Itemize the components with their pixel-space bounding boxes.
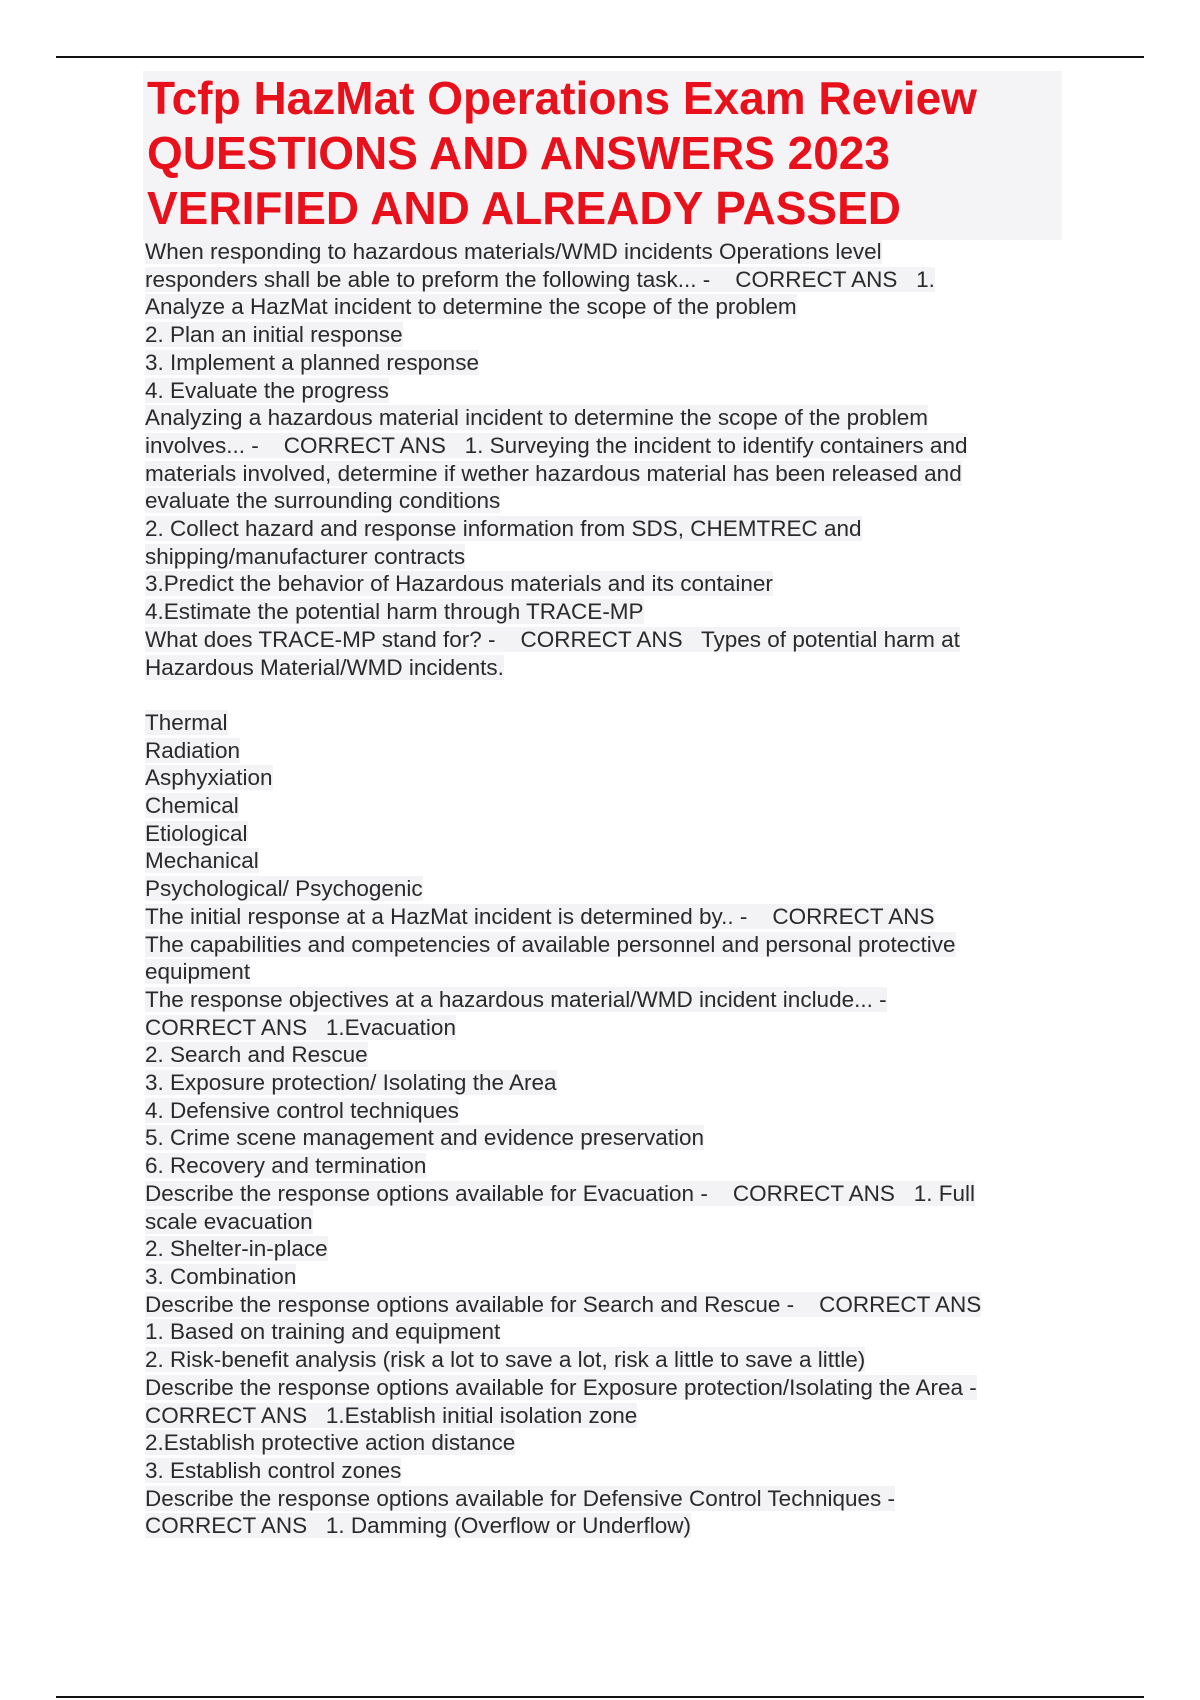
- body-line-text: 5. Crime scene management and evidence preservation: [145, 1125, 705, 1151]
- body-line: [145, 1346, 1065, 1374]
- body-line-text: 3. Implement a planned response: [145, 349, 479, 375]
- body-line-text: 2. Search and Rescue: [145, 1042, 368, 1068]
- document-body: [145, 238, 1065, 1540]
- body-line: [145, 321, 1065, 349]
- body-line: [145, 266, 1065, 294]
- body-line: [145, 1485, 1065, 1513]
- body-line: [145, 1402, 1065, 1430]
- body-line: [145, 432, 1065, 460]
- body-line: [145, 570, 1065, 598]
- body-line-text: 1. Based on training and equipment: [145, 1319, 501, 1345]
- body-line: [145, 1014, 1065, 1042]
- body-line: [145, 986, 1065, 1014]
- body-line: [145, 875, 1065, 903]
- body-line: [145, 460, 1065, 488]
- body-line-text: 2. Shelter-in-place: [145, 1236, 328, 1262]
- body-line-text: 3. Establish control zones: [145, 1457, 402, 1483]
- body-line-text: Etiological: [145, 820, 248, 846]
- body-line: [145, 1097, 1065, 1125]
- body-line: [145, 931, 1065, 959]
- body-line: [145, 1235, 1065, 1263]
- body-line-text: The capabilities and competencies of available personnel and personal protective: [145, 931, 956, 957]
- body-line-text: 4. Defensive control techniques: [145, 1097, 459, 1123]
- body-line: [145, 626, 1065, 654]
- body-line-text: CORRECT ANS 1. Damming (Overflow or Underflow): [145, 1513, 691, 1539]
- top-rule: [56, 56, 1144, 58]
- body-line: [145, 1069, 1065, 1097]
- body-line: [145, 238, 1065, 266]
- body-line: [145, 1208, 1065, 1236]
- body-line-text: shipping/manufacturer contracts: [145, 543, 466, 569]
- body-line-text: Chemical: [145, 793, 239, 819]
- body-line-text: equipment: [145, 959, 251, 985]
- body-line: [145, 1374, 1065, 1402]
- body-line-text: Describe the response options available for Search and Rescue - CORRECT ANS: [145, 1291, 982, 1317]
- body-line: [145, 543, 1065, 571]
- body-line: [145, 404, 1065, 432]
- body-line-text: 6. Recovery and termination: [145, 1153, 427, 1179]
- body-line-text: Analyzing a hazardous material incident to determine the scope of the problem: [145, 405, 928, 431]
- bottom-rule: [56, 1696, 1144, 1698]
- body-line: [145, 654, 1065, 682]
- body-line: [145, 1291, 1065, 1319]
- body-line: [145, 820, 1065, 848]
- body-line-text: 2.Establish protective action distance: [145, 1430, 516, 1456]
- body-line-text: Hazardous Material/WMD incidents.: [145, 654, 504, 680]
- body-line: [145, 958, 1065, 986]
- body-line: [145, 764, 1065, 792]
- body-line-text: The response objectives at a hazardous material/WMD incident include... -: [145, 986, 887, 1012]
- body-line-text: evaluate the surrounding conditions: [145, 488, 501, 514]
- body-line: [145, 349, 1065, 377]
- body-line-text: 3. Combination: [145, 1264, 297, 1289]
- body-line: [145, 792, 1065, 820]
- title-line-3: VERIFIED AND ALREADY PASSED: [147, 182, 901, 234]
- body-line-text: 2. Risk-benefit analysis (risk a lot to save a lot, risk a little to save a little): [145, 1347, 866, 1373]
- body-line-text: What does TRACE-MP stand for? - CORRECT ANS Types of potential harm at: [145, 626, 960, 652]
- body-line: [145, 1429, 1065, 1457]
- body-line-text: 2. Plan an initial response: [145, 322, 403, 348]
- body-line-text: CORRECT ANS 1.Evacuation: [145, 1014, 456, 1040]
- body-line: [145, 681, 1065, 709]
- body-line: [145, 377, 1065, 405]
- body-line-text: Thermal: [145, 709, 228, 735]
- body-line-text: 4. Evaluate the progress: [145, 377, 389, 403]
- body-line-text: 2. Collect hazard and response information from SDS, CHEMTREC and: [145, 516, 862, 542]
- body-line-text: Describe the response options available for Exposure protection/Isolating the Area -: [145, 1374, 977, 1400]
- body-line-text: CORRECT ANS 1.Establish initial isolation zone: [145, 1402, 638, 1428]
- body-line: [145, 1180, 1065, 1208]
- body-line: [145, 1318, 1065, 1346]
- body-line-text: materials involved, determine if wether hazardous material has been released and: [145, 460, 962, 486]
- body-line: [145, 1263, 1065, 1291]
- body-line-text: 3. Exposure protection/ Isolating the Area: [145, 1070, 557, 1096]
- body-line-text: Describe the response options available for Defensive Control Techniques -: [145, 1485, 896, 1511]
- body-line: [145, 515, 1065, 543]
- body-line: [145, 1512, 1065, 1540]
- body-line: [145, 737, 1065, 765]
- body-line: [145, 1457, 1065, 1485]
- body-line-text: 4.Estimate the potential harm through TRACE-MP: [145, 599, 644, 625]
- body-line-text: The initial response at a HazMat incident is determined by.. - CORRECT ANS: [145, 903, 935, 929]
- body-line-text: scale evacuation: [145, 1208, 313, 1234]
- body-line-text: Describe the response options available for Evacuation - CORRECT ANS 1. Full: [145, 1180, 975, 1206]
- body-line-text: When responding to hazardous materials/WMD incidents Operations level: [145, 239, 882, 264]
- document-title: [143, 71, 1062, 240]
- body-line-text: Mechanical: [145, 848, 259, 874]
- body-line: [145, 1041, 1065, 1069]
- body-line: [145, 1152, 1065, 1180]
- body-line-text: involves... - CORRECT ANS 1. Surveying the incident to identify containers and: [145, 432, 968, 458]
- body-line-text: Psychological/ Psychogenic: [145, 876, 423, 902]
- body-line-text: Analyze a HazMat incident to determine the scope of the problem: [145, 294, 797, 320]
- body-line-text: Radiation: [145, 737, 241, 763]
- body-line-text: responders shall be able to preform the following task... - CORRECT ANS 1.: [145, 266, 935, 292]
- body-line: [145, 293, 1065, 321]
- title-line-2: QUESTIONS AND ANSWERS 2023: [147, 127, 890, 179]
- body-line-text: Asphyxiation: [145, 765, 273, 791]
- body-line: [145, 598, 1065, 626]
- body-line: [145, 709, 1065, 737]
- body-line: [145, 1124, 1065, 1152]
- body-line-text: 3.Predict the behavior of Hazardous materials and its container: [145, 571, 773, 597]
- body-line: [145, 903, 1065, 931]
- title-line-1: Tcfp HazMat Operations Exam Review: [147, 72, 977, 124]
- body-line: [145, 847, 1065, 875]
- body-line: [145, 487, 1065, 515]
